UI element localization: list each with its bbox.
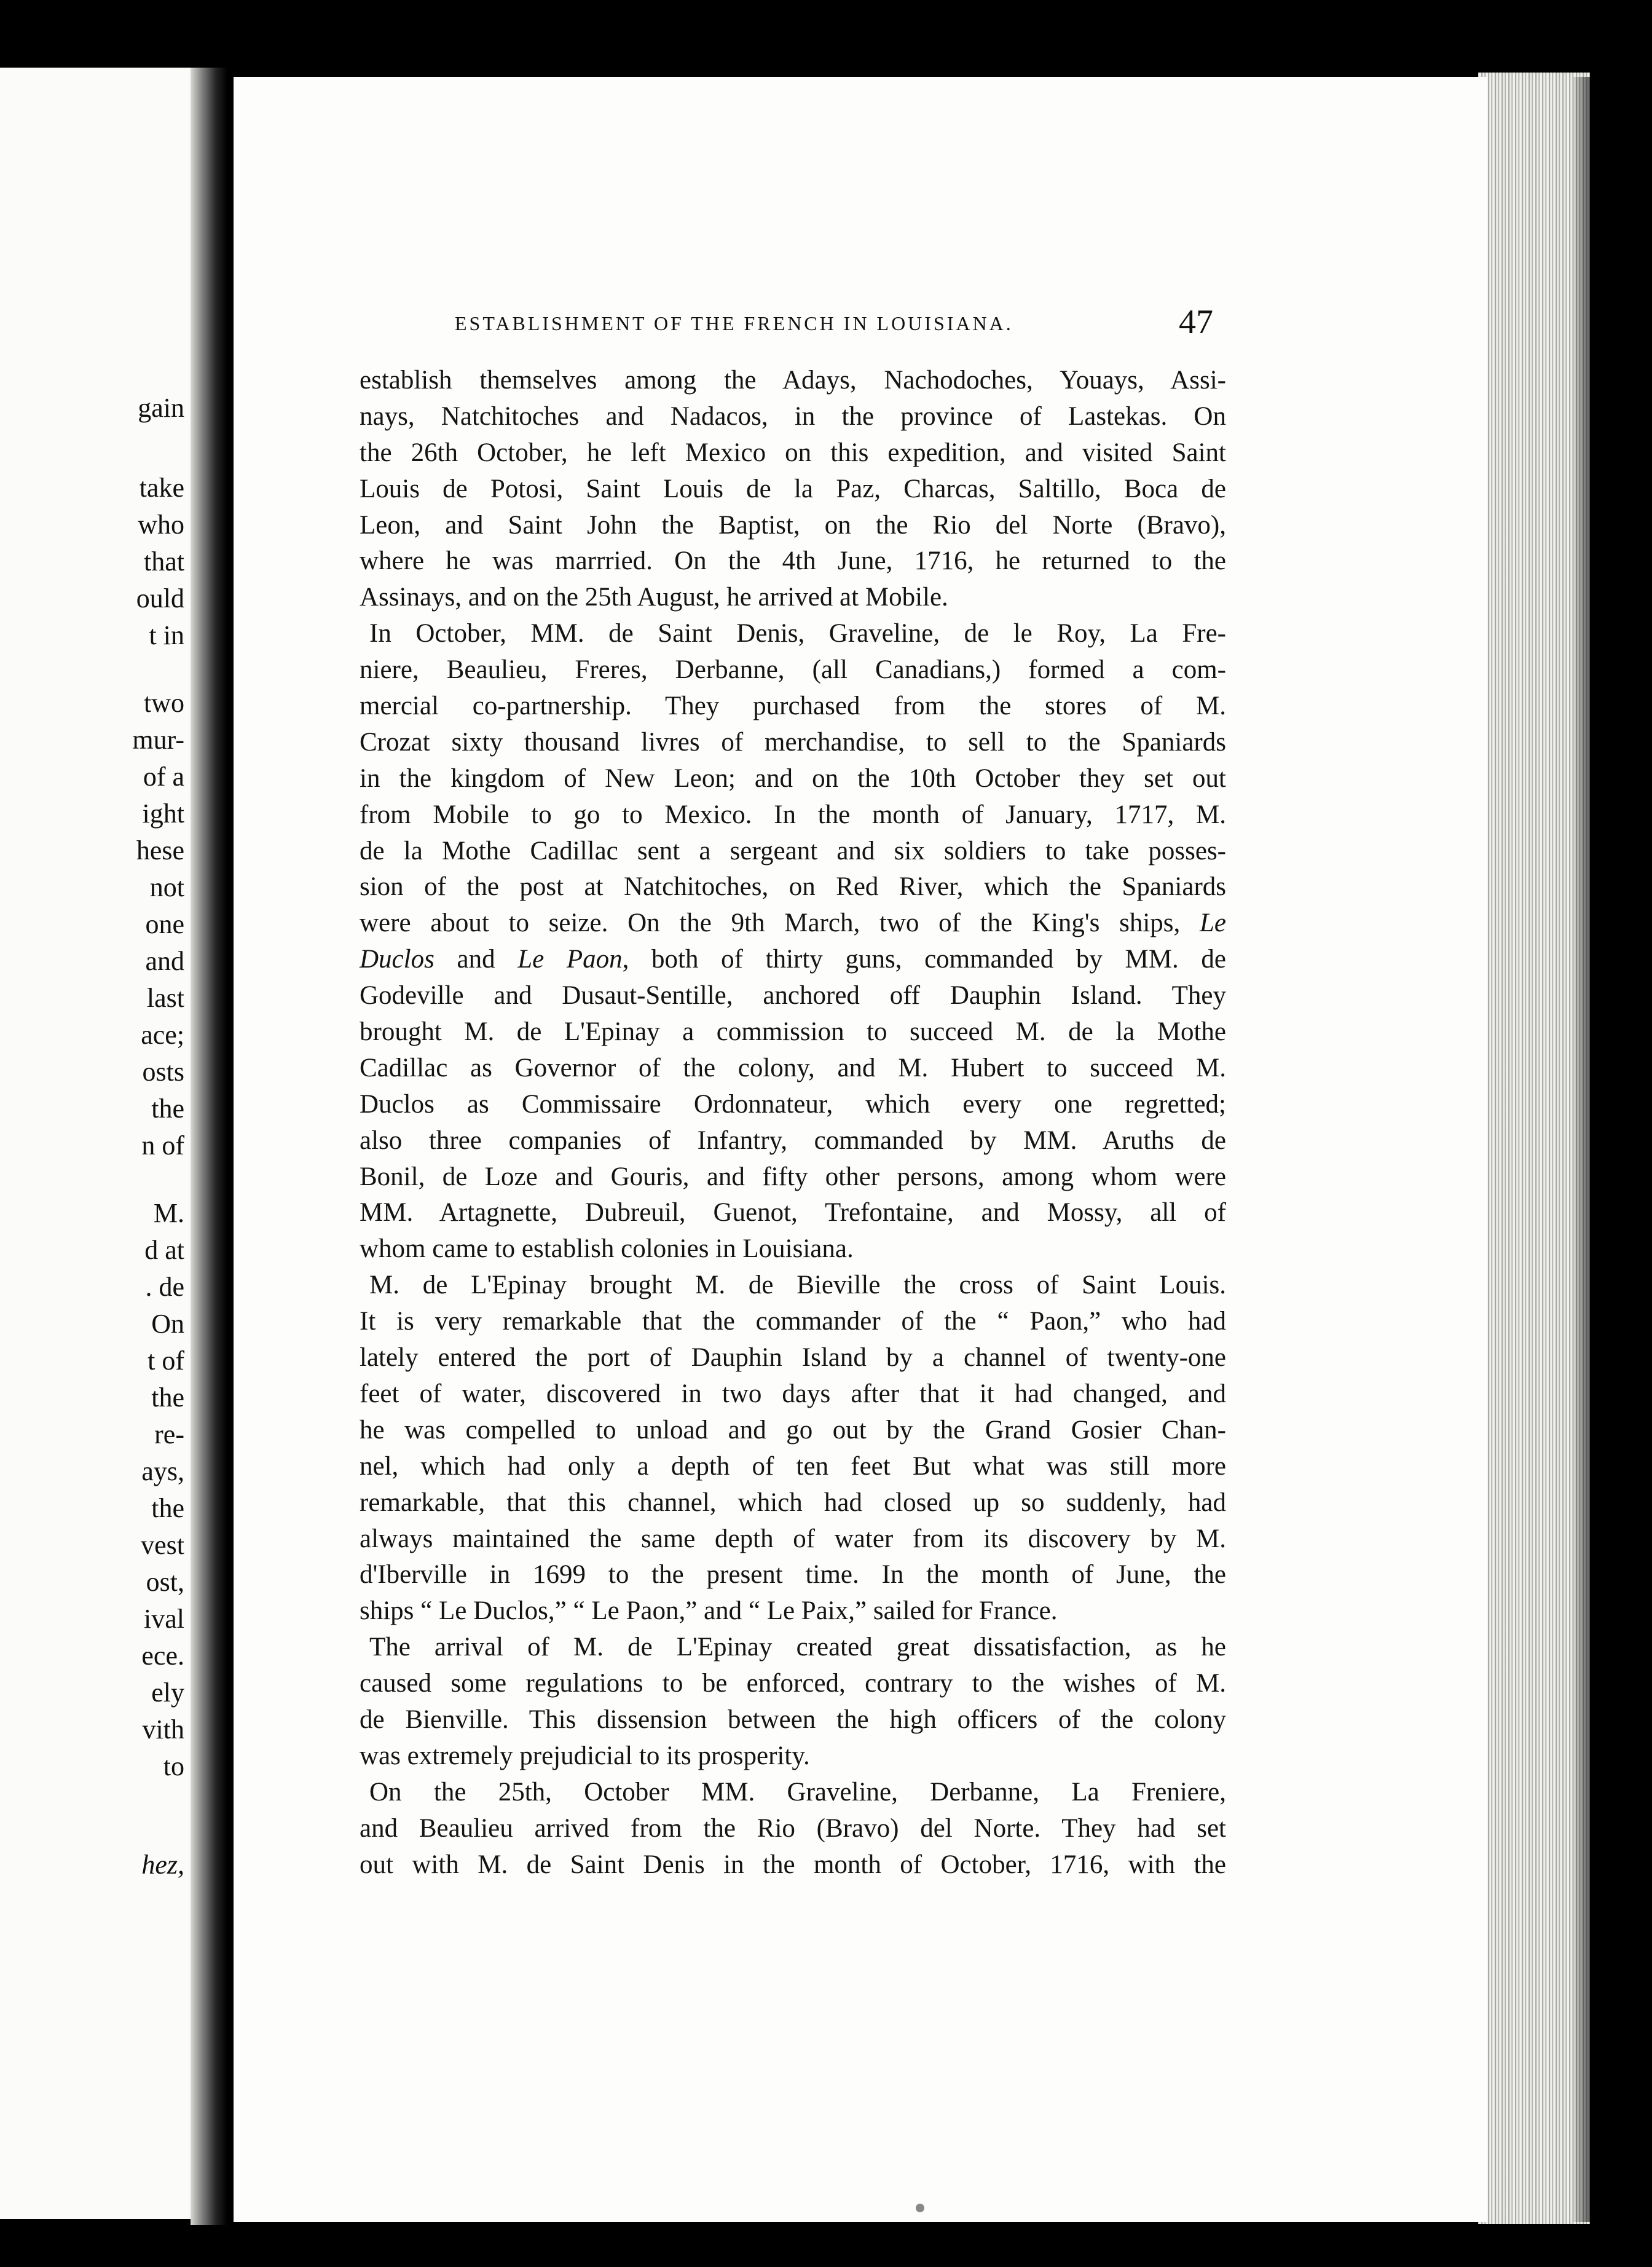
text-line: niere, Beaulieu, Freres, Derbanne, (all Canadians,) formed a com- — [360, 655, 1226, 685]
fragment-line: and — [145, 946, 184, 976]
text-line: sion of the post at Natchitoches, on Red River, which the Spaniards — [360, 872, 1226, 902]
fragment-line: M. — [153, 1198, 184, 1228]
fragment-line: ace; — [141, 1020, 184, 1050]
fragment-line: hese — [136, 835, 184, 865]
text-line: remarkable, that this channel, which had closed up so suddenly, had — [360, 1488, 1226, 1517]
previous-page-fragment — [0, 68, 200, 2219]
text-line: On the 25th, October MM. Graveline, Derbanne, La Freniere, — [369, 1777, 1226, 1807]
page-number: 47 — [1179, 303, 1213, 341]
page-body — [360, 363, 1226, 1883]
text-line: he was compelled to unload and go out by the Grand Gosier Chan- — [360, 1415, 1226, 1445]
fragment-line: to — [163, 1751, 184, 1781]
text-line: whom came to establish colonies in Louisiana. — [360, 1234, 854, 1264]
text-line: brought M. de L'Epinay a commission to succeed M. de la Mothe — [360, 1017, 1226, 1047]
text-line: Leon, and Saint John the Baptist, on the Rio del Norte (Bravo), — [360, 510, 1226, 540]
text-line — [360, 942, 1226, 978]
text-line: Crozat sixty thousand livres of merchandise, to sell to the Spaniards — [360, 727, 1226, 757]
text-line: always maintained the same depth of water from its discovery by M. — [360, 1524, 1226, 1553]
text-segment: , both of thirty guns, commanded by MM. de — [622, 945, 1226, 974]
fragment-line: hez, — [141, 1850, 184, 1880]
fragment-line: t of — [148, 1346, 184, 1376]
text-line: feet of water, discovered in two days after that it had changed, and — [360, 1379, 1226, 1408]
text-line: Bonil, de Loze and Gouris, and fifty other persons, among whom were — [360, 1162, 1226, 1191]
text-line: lately entered the port of Dauphin Island by a channel of twenty-one — [360, 1343, 1226, 1373]
text-line: d'Iberville in 1699 to the present time. In the month of June, the — [360, 1560, 1226, 1590]
fragment-line: re- — [154, 1419, 184, 1449]
text-line — [360, 905, 1226, 942]
fragment-line: vest — [141, 1530, 184, 1560]
text-line: was extremely prejudicial to its prosperity. — [360, 1741, 810, 1770]
fragment-line: n of — [141, 1130, 184, 1161]
fragment-line: gain — [138, 393, 184, 423]
text-line: It is very remarkable that the commander of the “ Paon,” who had — [360, 1307, 1226, 1336]
book-gutter — [191, 68, 227, 2225]
fragment-line: not — [149, 872, 184, 902]
text-line: de la Mothe Cadillac sent a sergeant and six soldiers to take posses- — [360, 836, 1226, 865]
fragment-line: ays, — [141, 1456, 184, 1486]
text-line: out with M. de Saint Denis in the month of October, 1716, with the — [360, 1850, 1226, 1879]
text-line: Duclos as Commissaire Ordonnateur, which every one regretted; — [360, 1089, 1226, 1119]
text-line: Godeville and Dusaut-Sentille, anchored off Dauphin Island. They — [360, 981, 1226, 1011]
fragment-line: the — [151, 1493, 184, 1523]
text-line: MM. Artagnette, Dubreuil, Guenot, Trefontaine, and Mossy, all of — [360, 1198, 1226, 1228]
fragment-line: t in — [149, 620, 184, 650]
fragment-line: two — [144, 688, 184, 718]
text-line: also three companies of Infantry, commanded by MM. Aruths de — [360, 1126, 1226, 1155]
fragment-line: ival — [144, 1604, 184, 1634]
text-line: from Mobile to go to Mexico. In the month of January, 1717, M. — [360, 800, 1226, 829]
fragment-line: ely — [151, 1678, 184, 1708]
text-line: In October, MM. de Saint Denis, Graveline, de le Roy, La Fre- — [369, 619, 1226, 649]
fragment-line: the — [151, 1094, 184, 1124]
fragment-line: of a — [143, 762, 184, 792]
fragment-line: ould — [136, 583, 184, 613]
text-line: de Bienville. This dissension between the high officers of the colony — [360, 1705, 1226, 1734]
text-line: where he was marrried. On the 4th June, 1716, he returned to the — [360, 546, 1226, 576]
fragment-line: osts — [142, 1057, 184, 1087]
text-line: ships “ Le Duclos,” “ Le Paon,” and “ Le Paix,” sailed for France. — [360, 1596, 1058, 1626]
text-line: nel, which had only a depth of ten feet But what was still more — [360, 1451, 1226, 1481]
text-line: the 26th October, he left Mexico on this expedition, and visited Saint — [360, 438, 1226, 467]
text-line: Cadillac as Governor of the colony, and M. Hubert to succeed M. — [360, 1053, 1226, 1082]
fragment-line: the — [151, 1382, 184, 1413]
text-segment: were about to seize. On the 9th March, two of the King's ships, — [360, 909, 1181, 938]
fragment-line: ight — [142, 798, 184, 829]
italic-ship-name: Le — [1200, 909, 1226, 938]
fragment-line: On — [151, 1309, 184, 1339]
text-line: in the kingdom of New Leon; and on the 10th October they set out — [360, 763, 1226, 793]
text-line: and Beaulieu arrived from the Rio (Bravo) del Norte. They had set — [360, 1813, 1226, 1843]
fragment-line: take — [139, 473, 184, 503]
text-line: caused some regulations to be enforced, contrary to the wishes of M. — [360, 1669, 1226, 1698]
fragment-line: d at — [144, 1235, 184, 1265]
text-line: M. de L'Epinay brought M. de Bieville the cross of Saint Louis. — [369, 1271, 1226, 1300]
running-title: ESTABLISHMENT OF THE FRENCH IN LOUISIANA. — [455, 312, 1013, 334]
text-line: The arrival of M. de L'Epinay created great dissatisfaction, as he — [369, 1633, 1226, 1662]
italic-ship-name: Le Paon — [517, 945, 623, 974]
text-line: nays, Natchitoches and Nadacos, in the province of Lastekas. On — [360, 401, 1226, 431]
text-line: Assinays, and on the 25th August, he arrived at Mobile. — [360, 583, 948, 612]
fragment-line: vith — [142, 1714, 184, 1745]
page-edge-shadow — [1573, 77, 1592, 2222]
fragment-line: who — [138, 510, 184, 540]
scan-speck — [916, 2204, 924, 2212]
fragment-line: ece. — [141, 1641, 184, 1671]
fragment-line: one — [145, 909, 184, 939]
fragment-line: . de — [145, 1272, 184, 1302]
text-line: mercial co-partnership. They purchased from the stores of M. — [360, 692, 1226, 721]
text-line: establish themselves among the Adays, Nachodoches, Youays, Assi- — [360, 366, 1226, 395]
italic-ship-name: Duclos — [360, 945, 435, 974]
fragment-line: ost, — [146, 1567, 184, 1597]
fragment-line: mur- — [132, 725, 184, 755]
fragment-line: that — [144, 546, 184, 577]
fragment-line: last — [146, 983, 184, 1013]
text-segment: and — [457, 945, 495, 974]
text-line: Louis de Potosi, Saint Louis de la Paz, Charcas, Saltillo, Boca de — [360, 474, 1226, 503]
